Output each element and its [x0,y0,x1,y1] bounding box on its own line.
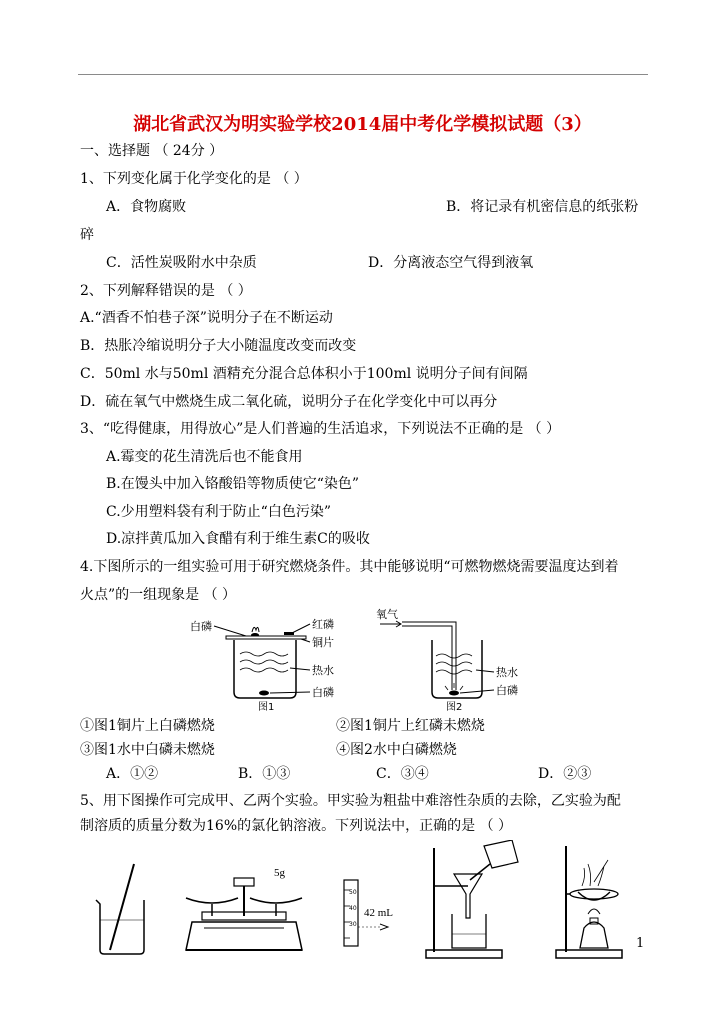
funnel [454,874,482,918]
alcohol-lamp [580,922,608,948]
header-rule [78,74,648,75]
q1-stem: 1、下列变化属于化学变化的是 （ ） [80,171,308,187]
fig1-label-copper-plate: 铜片 [312,636,334,649]
fig2-label-white-phosphorus: 白磷 [496,684,518,697]
q1-option-b-continued: 碎 [80,227,94,243]
beaker-2 [432,640,482,698]
page-title: 湖北省武汉为明实验学校2014届中考化学模拟试题（3） [133,114,592,135]
fig1-label-red-phosphorus: 红磷 [312,618,334,631]
fig1-label-white-phosphorus-water: 白磷 [312,686,334,699]
q5-stem-line2: 制溶质的质量分数为16%的氯化钠溶液。下列说法中，正确的是 （ ） [80,818,513,834]
q2-option-a: A.“酒香不怕巷子深”说明分子在不断运动 [80,310,333,326]
evaporation-setup [548,842,626,964]
flame-icon-2 [588,909,600,914]
q4-stem-line2: 火点”的一组现象是 （ ） [80,587,237,603]
fig2-label-oxygen: 氧气 [376,608,398,621]
copper-plate [226,636,306,639]
beaker-stirring-rod [92,860,152,960]
q3-option-a: A.霉变的花生清洗后也不能食用 [106,449,303,465]
figure-2-oxygen-beaker [376,604,526,712]
q3-option-c: C.少用塑料袋有利于防止“白色污染” [106,504,331,520]
q3-option-b: B.在馒头中加入铬酸铅等物质使它“染色” [106,476,360,492]
measuring-cylinder [336,876,398,950]
fig1-caption: 图1 [258,702,275,712]
q4-observation-3: ③图1水中白磷未燃烧 [80,742,215,758]
q5-stem-line1: 5、用下图操作可完成甲、乙两个实验。甲实验为粗盐中难溶性杂质的去除，乙实验为配 [80,793,621,809]
balance-scale [182,862,307,960]
flame-icon [252,627,259,632]
fig2-label-hot-water: 热水 [496,666,518,679]
q4-option-d: D．②③ [538,766,592,782]
q2-option-b: B．热胀冷缩说明分子大小随温度改变而改变 [80,338,357,354]
cylinder-tick-40: 40 [349,905,357,912]
q4-option-c: C．③④ [376,766,429,782]
right-pan [250,898,302,903]
glass-rod [110,864,134,950]
filtration-setup [424,840,524,964]
cylinder-tick-30: 30 [349,921,357,928]
section-heading: 一、选择题 （ 24分 ） [80,143,224,159]
q1-option-a: A．食物腐败 [106,199,187,215]
q1-option-c: C．活性炭吸附水中杂质 [106,255,257,271]
q3-option-d: D.凉拌黄瓜加入食醋有利于维生素C的吸收 [106,531,370,547]
q4-observation-2: ②图1铜片上红磷未燃烧 [336,718,485,734]
q3-stem: 3、“吃得健康，用得放心”是人们普遍的生活追求，下列说法不正确的是 （ ） [80,421,561,437]
eye-arrow-icon [380,924,388,930]
fig1-label-white-phosphorus: 白磷 [190,620,212,633]
mass-label: 5g [274,867,285,879]
collecting-beaker [452,914,486,948]
q4-stem-line1: 4.下图所示的一组实验可用于研究燃烧条件。其中能够说明“可燃物燃烧需要温度达到着 [80,559,619,575]
q1-option-d: D．分离液态空气得到液氧 [368,255,534,271]
q4-observation-4: ④图2水中白磷燃烧 [336,742,457,758]
beaker [96,900,144,954]
balance-base [186,922,302,950]
cylinder-tick-50: 50 [349,889,357,896]
page-number: 1 [636,936,645,951]
q2-stem: 2、下列解释错误的是 （ ） [80,283,252,299]
fig2-caption: 图2 [446,702,463,712]
left-pan [186,898,238,903]
q4-observation-1: ①图1铜片上白磷燃烧 [80,718,215,734]
q4-option-b: B．①③ [238,766,291,782]
q4-option-a: A．①② [106,766,159,782]
q2-option-c: C．50ml 水与50ml 酒精充分混合总体积小于100ml 说明分子间有间隔 [80,366,528,382]
fig1-label-hot-water: 热水 [312,664,334,677]
q1-option-b: B．将记录有机密信息的纸张粉 [446,199,639,215]
volume-label: 42 mL [364,907,394,919]
figure-1-copper-plate-beaker [190,608,360,712]
q2-option-d: D．硫在氧气中燃烧生成二氧化硫，说明分子在化学变化中可以再分 [80,394,498,410]
